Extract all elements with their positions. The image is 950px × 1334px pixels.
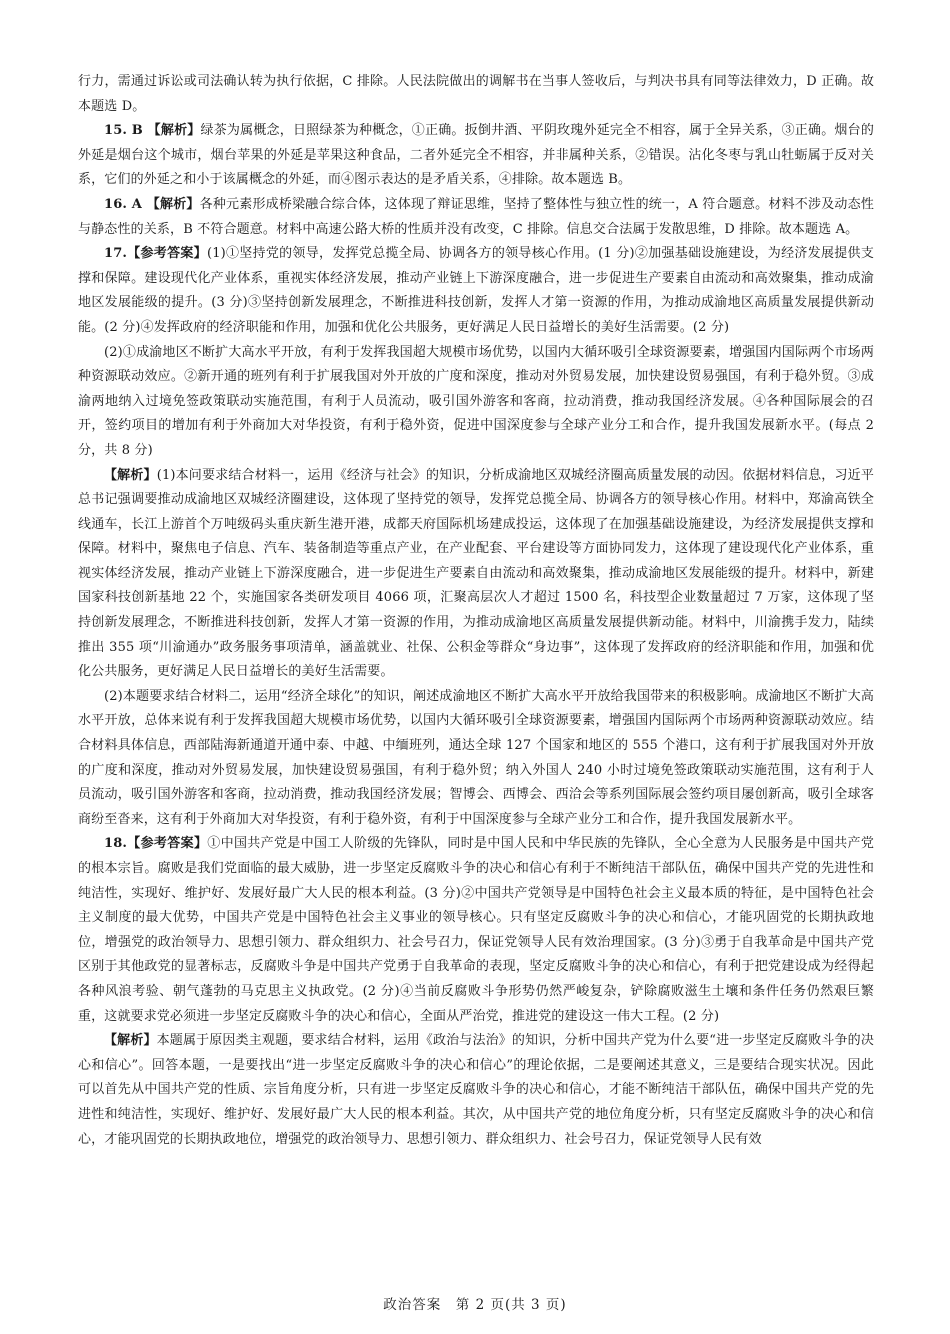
paragraph-q17-analysis-2 [78,685,874,833]
answer-label: 16. A 【解析】 [104,196,200,212]
paragraph-text: 本题属于原因类主观题，要求结合材料，运用《政治与法治》的知识，分析中国共产党为什么要“进一步坚定反腐败斗争的决心和信心”。回答本题，一是要找出“进一步坚定反腐败斗争的决心和信心”的理论依据，二是要阐述其意义，三是要结合现实状况。因此可以首先从中国共产党的性质、宗旨角度分析，只有进一步坚定反腐败斗争的决心和信心，才能不断纯洁干部队伍，确保中国共产党的先进性和纯洁性，实现好、维护好、发展好最广大人民的根本利益。其次，从中国共产党的地位角度分析，只有坚定反腐败斗争的决心和信心，才能巩固党的长期执政地位，增强党的政治领导力、思想引领力、群众组织力、社会号召力，保证党领导人民有效 [78,1033,874,1147]
paragraph-q16-analysis [78,193,874,242]
paragraph-q17-answer-1 [78,242,874,340]
paragraph-text: 各种元素形成桥梁融合综合体，这体现了辩证思维，坚持了整体性与独立性的统一，A 符合题意。材料不涉及动态性与静态性的关系，B 不符合题意。材料中高速公路大桥的性质并没有改变，C 排除。信息交合法属于发散思维，D 排除。故本题选 A。 [78,196,874,237]
paragraph-text: (2)①成渝地区不断扩大高水平开放，有利于发挥我国超大规模市场优势，以国内大循环吸引全球资源要素，增强国内国际两个市场两种资源联动效应。②新开通的班列有利于扩展我国对外开放的广度和深度，推动对外贸易发展，加快建设贸易强国，有利于稳外贸。③成渝两地纳入过境免签政策联动实施范围，有利于人员流动，吸引国外游客和客商，拉动消费，推动我国经济发展。④各种国际展会的召开，签约项目的增加有利于外商加大对华投资，有利于稳外资，促进中国深度参与全球产业分工和合作，提升我国发展新水平。(每点 2 分，共 8 分) [78,344,874,458]
paragraph-14-continued [78,70,874,119]
paragraph-text: 绿茶为属概念，日照绿茶为种概念，①正确。扳倒井酒、平阴玫瑰外延完全不相容，属于全异关系，③正确。烟台的外延是烟台这个城市，烟台苹果的外延是苹果这种食品，二者外延完全不相容，并非属种关系，②错误。沾化冬枣与乳山牡蛎属于反对关系，它们的外延之和小于该属概念的外延，而④图示表达的是矛盾关系，④排除。故本题选 B。 [78,123,874,188]
paragraph-text: ①中国共产党是中国工人阶级的先锋队，同时是中国人民和中华民族的先锋队，全心全意为人民服务是中国共产党的根本宗旨。腐败是我们党面临的最大威胁，进一步坚定反腐败斗争的决心和信心有利于不断纯洁干部队伍，确保中国共产党的先进性和纯洁性，实现好、维护好、发展好最广大人民的根本利益。(3 分)②中国共产党领导是中国特色社会主义最本质的特征，是中国特色社会主义制度的最大优势，中国共产党是中国特色社会主义事业的领导核心。只有坚定反腐败斗争的决心和信心，才能巩固党的长期执政地位，增强党的政治领导力、思想引领力、群众组织力、社会号召力，保证党领导人民有效治理国家。(3 分)③勇于自我革命是中国共产党区别于其他政党的显著标志，反腐败斗争是中国共产党勇于自我革命的表现，坚定反腐败斗争的决心和信心，有利于把党建设成为经得起各种风浪考验、朝气蓬勃的马克思主义执政党。(2 分)④当前反腐败斗争形势仍然严峻复杂，铲除腐败滋生土壤和条件任务仍然艰巨繁重，这就要求党必须进一步坚定反腐败斗争的决心和信心，全面从严治党，推进党的建设这一伟大工程。(2 分) [78,836,874,1024]
paragraph-q18-answer [78,832,874,1029]
paragraph-q15-analysis [78,119,874,193]
paragraph-q18-analysis [78,1029,874,1152]
paragraph-text: 行力，需通过诉讼或司法确认转为执行依据，C 排除。人民法院做出的调解书在当事人签收后，与判决书具有同等法律效力，D 正确。故本题选 D。 [78,74,874,114]
answer-label: 【解析】 [104,1033,157,1049]
answer-document [78,70,874,1152]
paragraph-text: (2)本题要求结合材料二，运用“经济全球化”的知识，阐述成渝地区不断扩大高水平开放给我国带来的积极影响。成渝地区不断扩大高水平开放，总体来说有利于发挥我国超大规模市场优势，以国内大循环吸引全球资源要素，增强国内国际两个市场两种资源联动效应。结合材料具体信息，西部陆海新通道开通中泰、中越、中缅班列，通达全球 127 个国家和地区的 555 个港口，这有利于扩展我国对外开放的广度和深度，推动对外贸易发展，加快建设贸易强国，有利于稳外贸；纳入外国人 240 小时过境免签政策联动实施范围，这有利于人员流动，吸引国外游客和客商，拉动消费，推动我国经济发展；智博会、西博会、西洽会等系列国际展会签约项目屡创新高，吸引全球客商纷至沓来，这有利于外商加大对华投资，有利于稳外资，有利于中国深度参与全球产业分工和合作，提升我国发展新水平。 [78,688,874,827]
paragraph-text: (1)①坚持党的领导，发挥党总揽全局、协调各方的领导核心作用。(1 分)②加强基础设施建设，为经济发展提供支撑和保障。建设现代化产业体系，重视实体经济发展，推动产业链上下游深度融合，进一步促进生产要素自由流动和高效聚集，推动成渝地区发展能级的提升。(3 分)③坚持创新发展理念，不断推进科技创新，发挥人才第一资源的作用，为推动成渝地区高质量发展提供新动能。(2 分)④发挥政府的经济职能和作用，加强和优化公共服务，更好满足人民日益增长的美好生活需要。(2 分) [78,246,875,335]
paragraph-q17-analysis-1 [78,464,874,685]
page-footer: 政治答案 第 2 页(共 3 页) [383,1297,567,1313]
answer-label: 17.【参考答案】 [104,246,207,262]
answer-label: 18.【参考答案】 [104,836,208,852]
answer-label: 【解析】 [104,467,157,483]
answer-label: 15. B 【解析】 [104,123,201,139]
paragraph-text: (1)本问要求结合材料一，运用《经济与社会》的知识，分析成渝地区双城经济圈高质量发展的动因。依据材料信息，习近平总书记强调要推动成渝地区双城经济圈建设，这体现了坚持党的领导，发挥党总揽全局、协调各方的领导核心作用。材料中，郑渝高铁全线通车，长江上游首个万吨级码头重庆新生港开港，成都天府国际机场建成投运，这体现了在加强基础设施建设，为经济发展提供支撑和保障。材料中，聚焦电子信息、汽车、装备制造等重点产业，在产业配套、平台建设等方面协同发力，这体现了建设现代化产业体系，重视实体经济发展，推动产业链上下游深度融合，进一步促进生产要素自由流动和高效聚集，推动成渝地区发展能级的提升。材料中，新建国家科技创新基地 22 个，实施国家各类研发项目 4066 项，汇聚高层次人才超过 1500 名，科技型企业数量超过 7 万家，这体现了坚持创新发展理念，不断推进科技创新，发挥人才第一资源的作用，为推动成渝地区高质量发展提供新动能。材料中，川渝携手发力，陆续推出 355 项“川渝通办”政务服务事项清单，涵盖就业、社保、公积金等群众“身边事”，这体现了发挥政府的经济职能和作用，加强和优化公共服务，更好满足人民日益增长的美好生活需要。 [78,467,874,680]
paragraph-q17-answer-2 [78,341,874,464]
